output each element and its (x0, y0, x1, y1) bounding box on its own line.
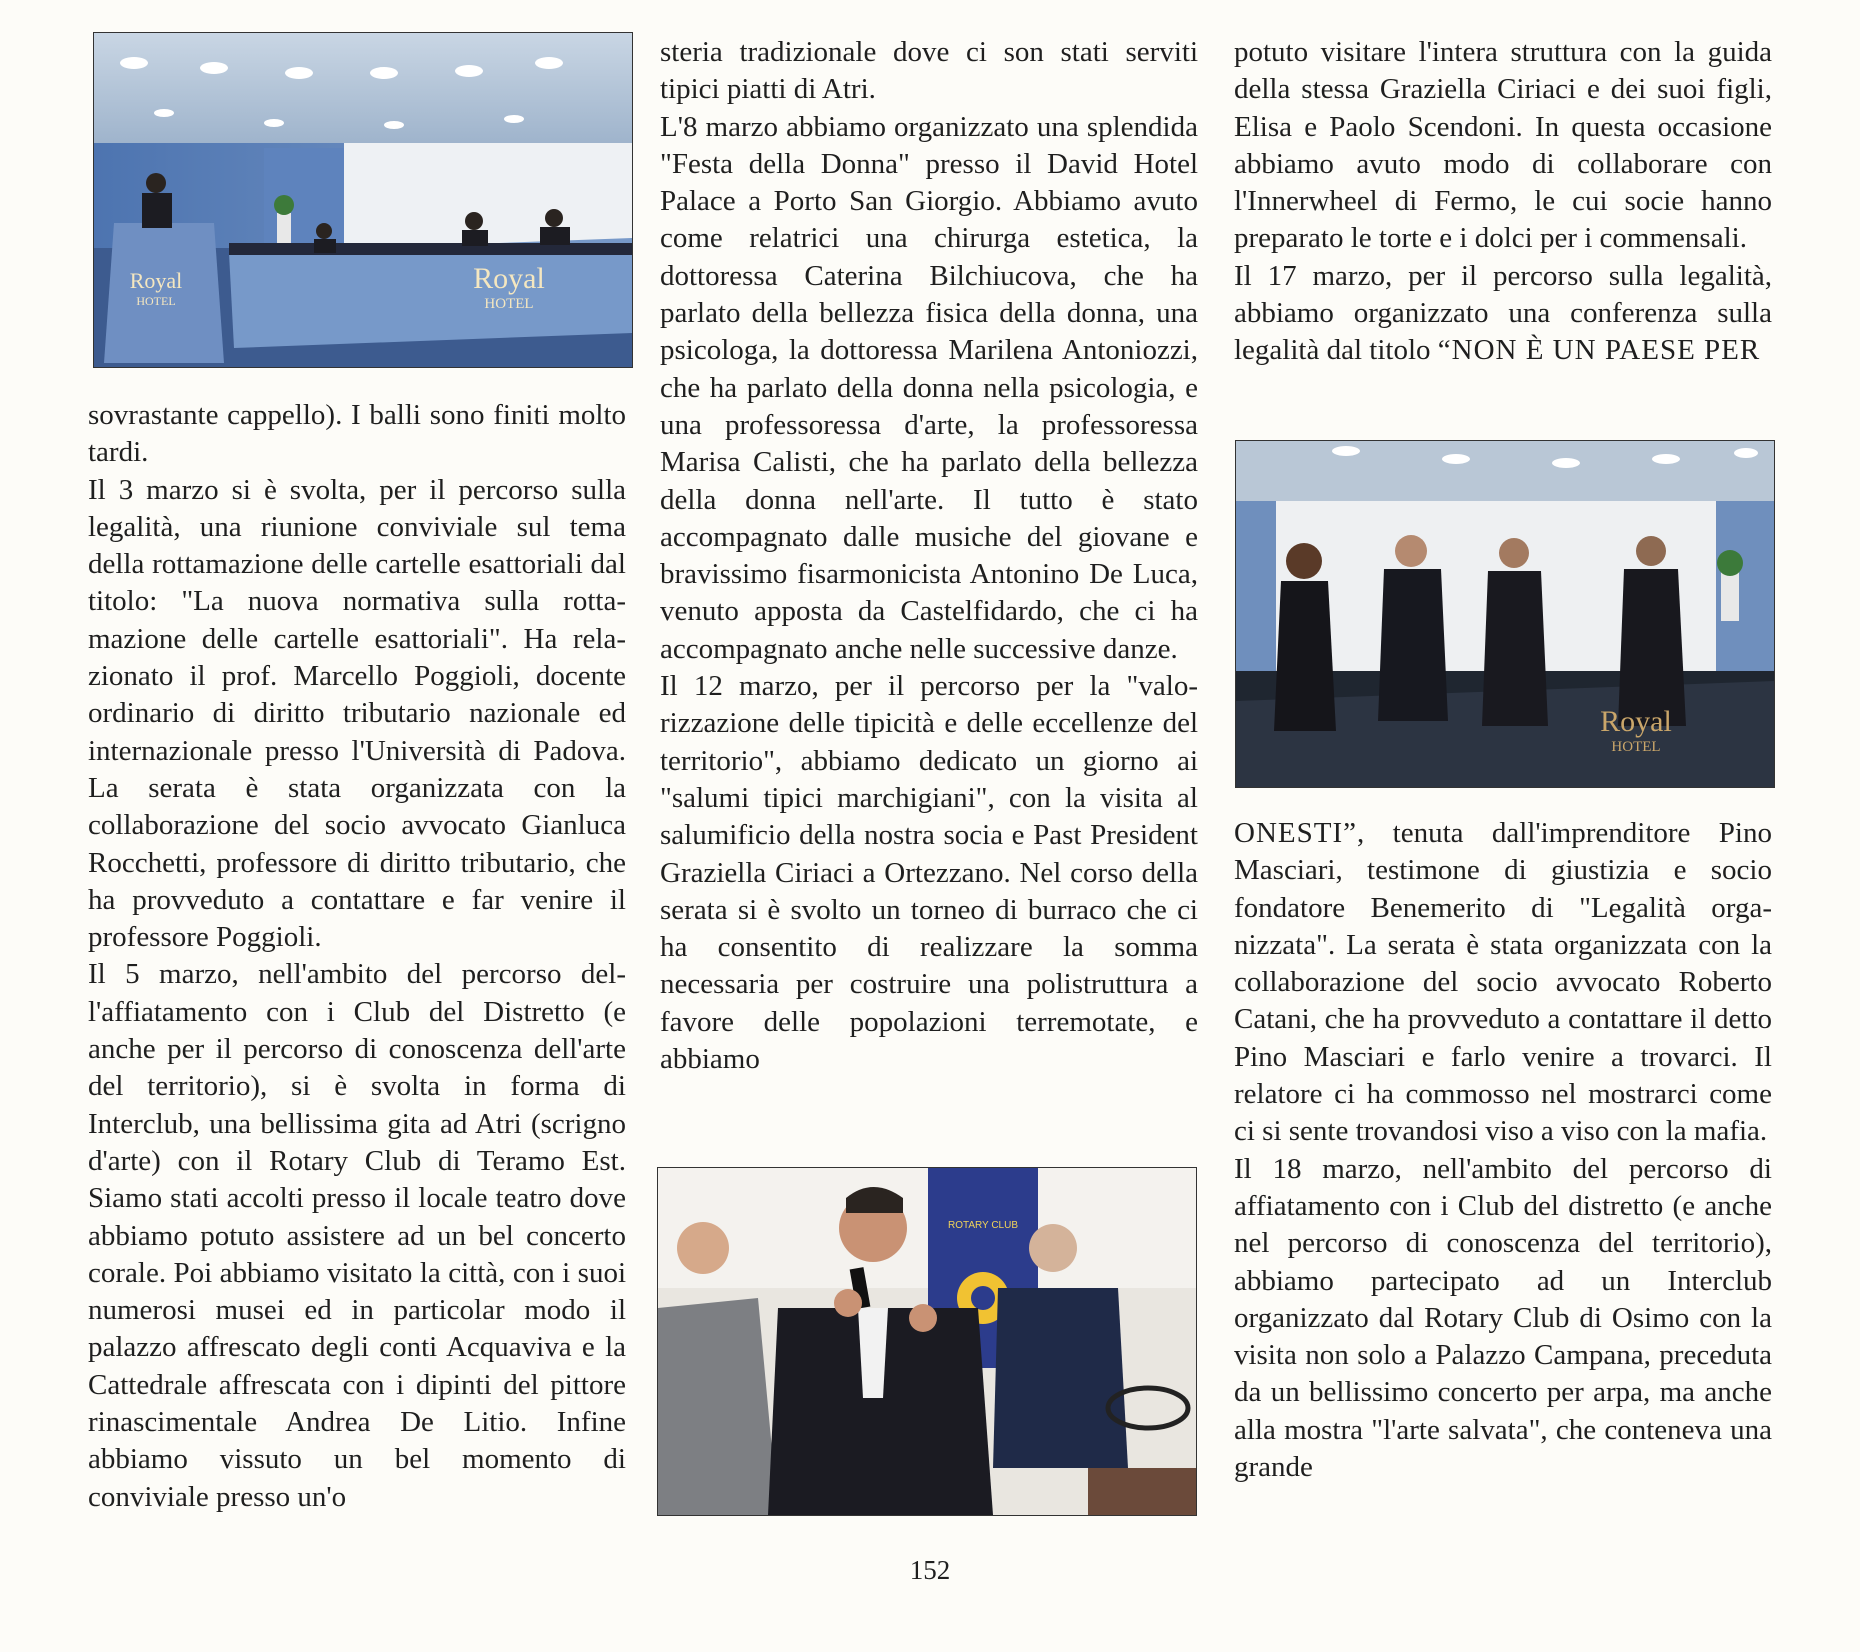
paragraph: Il 18 marzo, nell'ambito del percorso di affiatamento con i Club del distretto (e anche nel percorso di conoscenza del territorio), abbiamo partecipato ad un Interclub organizzato dal Rotary Club di Osimo con la visita non solo a Palazzo Campana, preceduta da un bellissimo concerto per arpa, ma anche alla mostra "l'arte salvata", che conteneva una grande (1234, 1152, 1772, 1484)
text-column-3-bottom (1234, 815, 1772, 1486)
podium-sign-royal: Royal (129, 268, 183, 293)
paragraph-text: Il 17 marzo, per il percorso sulla legalità, abbiamo organizzato una conferenza sulla legalità dal titolo (1234, 259, 1772, 367)
conference-title-part: ONESTI” (1234, 817, 1357, 849)
paragraph: Il 3 marzo si è svolta, per il percorso sulla legalità, una riunione conviviale sul tema della rottamazione delle cartelle esattoriali dal titolo: "La nuova normativa sulla rottamazione delle cartelle esattoriali". Ha relazionato il prof. Marcello Poggioli, docente ordinario di diritto tributario nazionale ed internazionale presso l'Università di Padova. La serata è stata organizzata con la collaborazione del socio avvocato Gianluca Rocchetti, professore di diritto tributario, che ha provveduto a contattare e far venire il professore Poggioli. (88, 473, 626, 954)
page-number: 152 (909, 1555, 951, 1585)
banner-text: ROTARY CLUB (947, 1220, 1019, 1231)
photo-speaker (657, 1167, 1197, 1516)
paragraph (1234, 815, 1772, 1151)
paragraph: Il 12 marzo, per il percorso per la "valorizzazione delle tipicità e delle eccellenze del territorio", abbiamo dedicato un giorno ai "salumi tipici marchigiani", con la visita al salumificio della nostra socia e Past President Graziella Ciriaci a Ortezzano. Nel corso della serata si è svolto un torneo di burraco che ci ha consentito di realizzare la somma necessaria per costruire una polistruttura a favore delle popolazioni terremotate, e abbiamo (660, 670, 1198, 1076)
paragraph: sovrastante cappello). I balli sono finiti molto tardi. (88, 399, 626, 469)
text-column-3-top (1234, 34, 1772, 370)
paragraph-text: , tenuta dall'imprenditore Pino Masciari, testimone di giustizia e socio fondatore Benemerito di "Legalità organizzata". La serata è stata organizzata con la collaborazione del socio avvocato Roberto Catani, che ha provveduto a contattare il detto Pino Masciari e farlo venire a trovarci. Il relatore ci ha commosso nel mostrarci come ci si sente trovandosi viso a viso con la mafia. (1234, 817, 1772, 1148)
photo-standing-group (1235, 440, 1775, 788)
desk-sign-royal: Royal (1600, 705, 1672, 738)
desk-sign-royal: Royal (473, 262, 545, 295)
conference-title-part: “NON È UN PAESE PER (1437, 334, 1761, 367)
paragraph: potuto visitare l'intera struttura con la guida della stessa Graziella Ciriaci e dei suoi figli, Elisa e Paolo Scendoni. In questa occasione abbiamo avuto modo di collaborare con l'Innerwheel di Fermo, le cui socie hanno preparato le torte e i dolci per i commensali. (1234, 36, 1772, 255)
desk-sign-hotel: HOTEL (1611, 739, 1661, 755)
paragraph (1234, 258, 1772, 370)
paragraph: steria tradizionale dove ci son stati serviti tipici piatti di Atri. (660, 36, 1198, 106)
text-column-2 (660, 34, 1198, 1078)
text-column-1 (88, 397, 626, 1516)
paragraph: L'8 marzo abbiamo organizzato una splendida "Festa della Donna" presso il David Hotel Palace a Porto San Giorgio. Abbiamo avuto come relatrici una chirurga estetica, la dottoressa Caterina Bilchiucova, che ha parlato della bellezza fisica della donna, una psicologa, la dottoressa Marilena Antoniozzi, che ha parlato della donna nella psicologia, e una professoressa d'arte, la professoressa Marisa Calisti, che ha parlato della bellezza della donna nell'arte. Il tutto è stato accompagnato dalle musiche del giovane e bravissimo fisarmonicista Antonino De Luca, venuto apposta da Castelfidardo, che ci ha accompagnato anche nelle successive danze. (660, 110, 1198, 665)
desk-sign-hotel: HOTEL (484, 296, 534, 312)
podium-sign-hotel: HOTEL (136, 294, 176, 308)
photo-conference-room (93, 32, 633, 368)
paragraph: Il 5 marzo, nell'ambito del percorso dell'affiatamento con i Club del Distretto (e anche per il percorso di conoscenza dell'arte del territorio), si è svolta in forma di Interclub, una bellissima gita ad Atri (scrigno d'arte) con il Rotary Club di Teramo Est. Siamo stati accolti presso il locale teatro dove abbiamo potuto assistere ad un bel concerto corale. Poi abbiamo visitato la città, con i suoi numerosi musei ed in particolar modo il palazzo affrescato degli conti Acquaviva e la Cattedrale affrescata con i dipinti del pittore rinascimentale Andrea De Litio. Infine abbiamo vissuto un bel momento di conviviale presso un'o (88, 958, 626, 1513)
